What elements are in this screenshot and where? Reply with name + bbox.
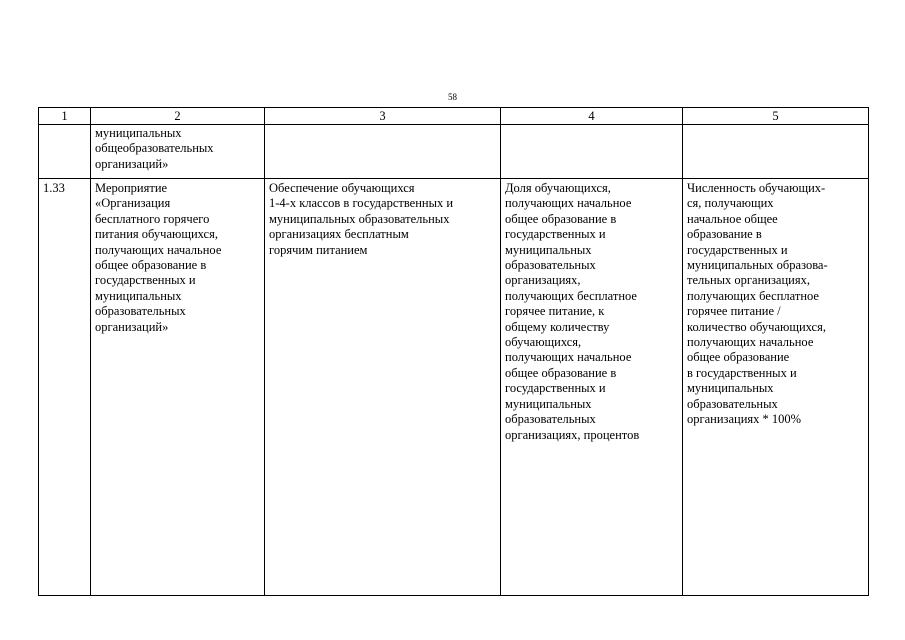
description-cell: Обеспечение обучающихся 1-4-х классов в государственных и муниципальных образовательных организациях бесплатным горячим питанием: [265, 179, 501, 596]
header-cell-5: 5: [683, 108, 869, 125]
activity-cell: Мероприятие «Организация бесплатного горячего питания обучающихся, получающих начальное общее образование в государственных и муниципальных образовательных организаций»: [91, 179, 265, 596]
header-cell-4: 4: [501, 108, 683, 125]
table-row: [39, 179, 869, 596]
formula-cell: Численность обучающих- ся, получающих начальное общее образование в государственных и муниципальных образова- тельных организациях, получающих бесплатное горячее питание / количество обучающихся, получающих начальное общее образование в государственных и муниципальных образовательных организациях * 100%: [683, 179, 869, 596]
row-number-cell: [39, 125, 91, 179]
description-cell: [265, 125, 501, 179]
row-number-cell: 1.33: [39, 179, 91, 596]
indicator-cell: Доля обучающихся, получающих начальное общее образование в государственных и муниципальных образовательных организациях, получающих бесплатное горячее питание, к общему количеству обучающихся, получающих начальное общее образование в государственных и муниципальных образовательных организациях, процентов: [501, 179, 683, 596]
header-row: [39, 108, 869, 125]
formula-cell: [683, 125, 869, 179]
page-number: 58: [448, 92, 457, 102]
header-cell-3: 3: [265, 108, 501, 125]
header-cell-2: 2: [91, 108, 265, 125]
activity-cell: муниципальных общеобразовательных организаций»: [91, 125, 265, 179]
header-cell-1: 1: [39, 108, 91, 125]
document-table: [38, 107, 869, 596]
indicator-cell: [501, 125, 683, 179]
table-row: [39, 125, 869, 179]
